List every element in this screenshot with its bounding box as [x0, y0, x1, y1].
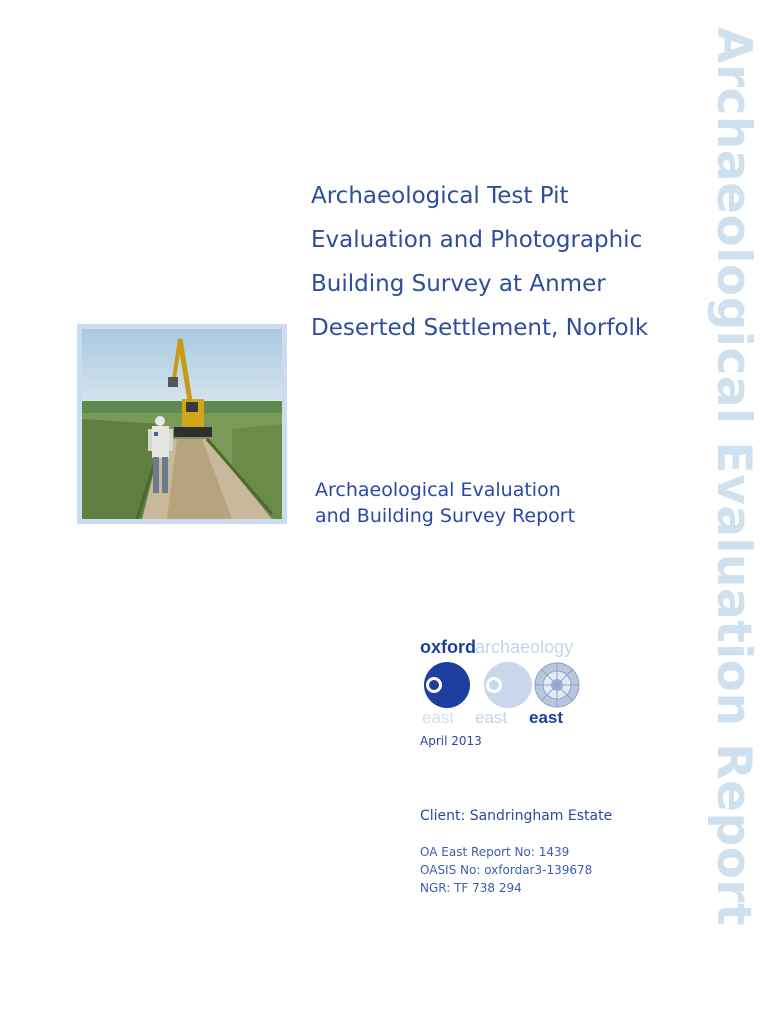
cover-photo-frame: [77, 324, 287, 524]
ngr-reference: NGR: TF 738 294: [420, 881, 522, 895]
report-subtitle: [315, 477, 695, 529]
cover-photo: [82, 329, 282, 519]
logo-east-text: east: [529, 708, 564, 726]
report-number: OA East Report No: 1439: [420, 845, 570, 859]
logo-east-faded-2: east: [475, 708, 508, 726]
title-line-4: Deserted Settlement, Norfolk: [311, 315, 649, 341]
logo-graphic: [420, 634, 590, 726]
logo-oxford-text: oxford: [420, 637, 476, 657]
oasis-number: OASIS No: oxfordar3-139678: [420, 863, 593, 877]
vertical-side-title: Archaeological Evaluation Report: [706, 27, 761, 927]
client-name: Client: Sandringham Estate: [420, 808, 613, 824]
title-line-2: Evaluation and Photographic: [311, 227, 643, 253]
logo-archaeology-text: archaeology: [475, 637, 574, 657]
title-line-1: Archaeological Test Pit: [311, 183, 569, 209]
logo-east-faded-1: east: [422, 708, 455, 726]
oxford-archaeology-east-logo: [420, 634, 590, 726]
title-line-3: Building Survey at Anmer: [311, 271, 606, 297]
subtitle-line-2: and Building Survey Report: [315, 505, 576, 527]
report-references: [420, 843, 592, 897]
report-date: April 2013: [420, 734, 482, 748]
excavation-scene-image: [82, 329, 282, 519]
report-title: [311, 174, 706, 350]
subtitle-line-1: Archaeological Evaluation: [315, 479, 561, 501]
